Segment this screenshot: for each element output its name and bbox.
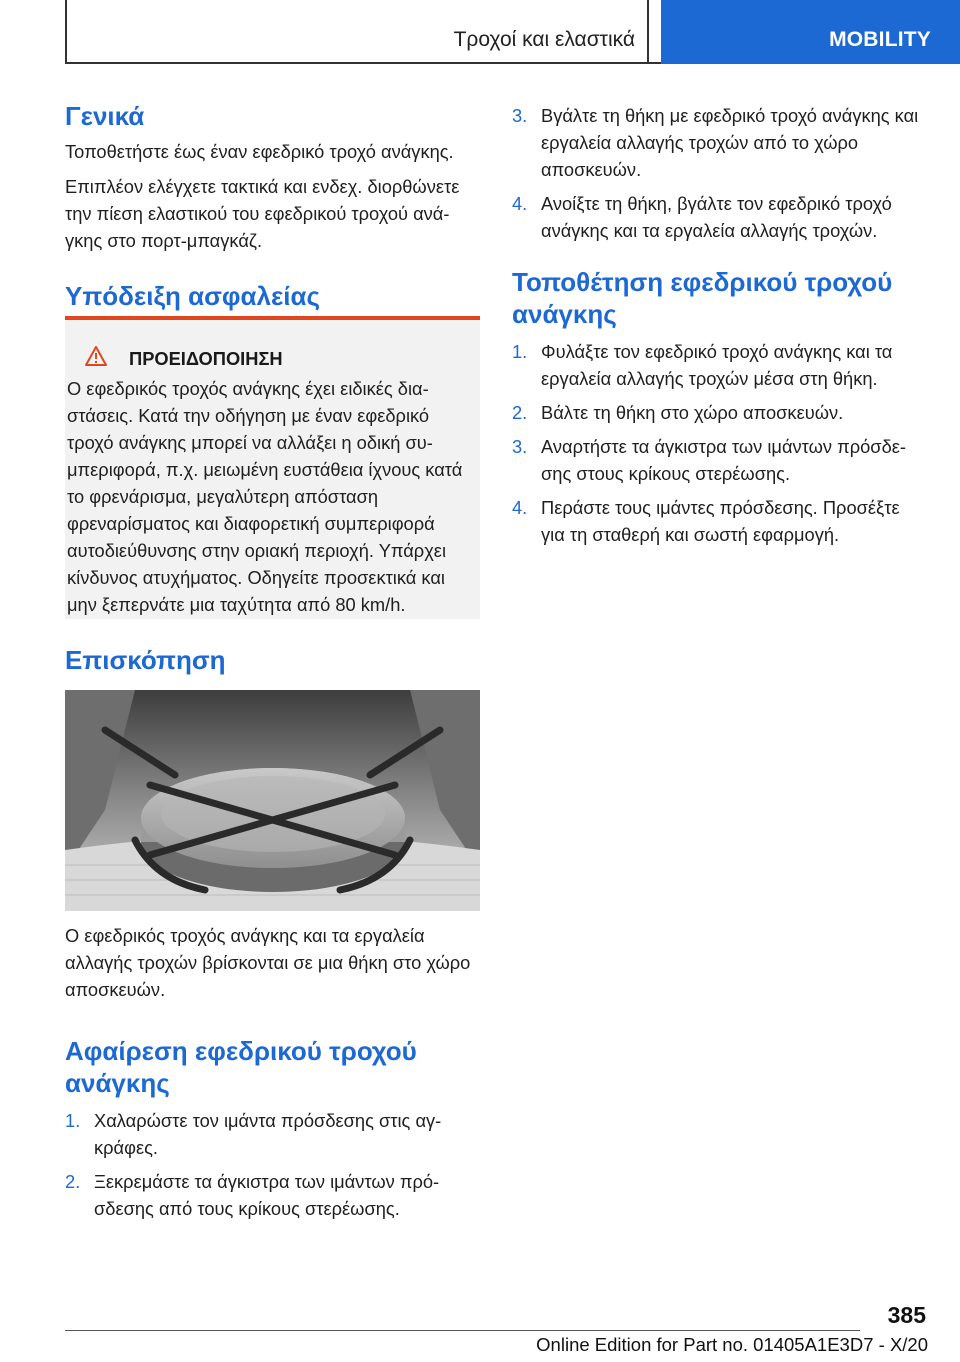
overview-heading: Επισκόπηση xyxy=(65,645,226,675)
spare-wheel-photo xyxy=(65,690,480,911)
header-section-title: Τροχοί και ελαστικά xyxy=(453,28,635,51)
right-column xyxy=(512,102,922,555)
step-number: 3. xyxy=(512,105,528,126)
header-tab-mobility[interactable]: MOBILITY xyxy=(829,28,931,51)
warning-box xyxy=(65,316,480,619)
left-column xyxy=(65,100,480,312)
step-number: 4. xyxy=(512,497,528,518)
list-item xyxy=(512,494,922,548)
list-item xyxy=(65,1168,480,1222)
removal-steps-list xyxy=(65,1107,480,1222)
list-item xyxy=(512,102,922,183)
step-text: Βγάλτε τη θήκη με εφεδρικό τροχό ανάγκης και εργαλεία αλλαγής τροχών από το χώρο αποσκευών. xyxy=(541,105,919,180)
general-paragraph-1: Τοποθετήστε έως έναν εφεδρικό τροχό ανάγκης. xyxy=(65,141,454,162)
list-item xyxy=(512,190,922,244)
warning-triangle-icon xyxy=(85,346,107,371)
step-text: Ξεκρεμάστε τα άγκιστρα των ιμάντων πρό- σδεσης από τους κρίκους στερέωσης. xyxy=(94,1171,440,1219)
removal-steps-continued xyxy=(512,102,922,244)
step-text: Χαλαρώστε τον ιμάντα πρόσδεσης στις αγ- κράφες. xyxy=(94,1110,442,1158)
page-number: 385 xyxy=(887,1302,926,1328)
step-number: 4. xyxy=(512,193,528,214)
step-text: Ανοίξτε τη θήκη, βγάλτε τον εφεδρικό τροχό ανάγκης και τα εργαλεία αλλαγής τροχών. xyxy=(541,193,892,241)
left-column-bottom xyxy=(65,922,480,1229)
header-left-rule xyxy=(65,0,67,64)
footer-edition: Online Edition for Part no. 01405A1E3D7 - X/20 xyxy=(536,1334,928,1355)
warning-title: ΠΡΟΕΙΔΟΠΟΙΗΣΗ xyxy=(129,347,283,369)
list-item xyxy=(65,1107,480,1161)
step-text: Φυλάξτε τον εφεδρικό τροχό ανάγκης και τα εργαλεία αλλαγής τροχών μέσα στη θήκη. xyxy=(541,341,893,389)
general-heading: Γενικά xyxy=(65,101,145,131)
step-number: 1. xyxy=(65,1110,81,1131)
photo-caption: Ο εφεδρικός τροχός ανάγκης και τα εργαλεία αλλαγής τροχών βρίσκονται σε μια θήκη στο χώρο αποσκευών. xyxy=(65,925,471,1000)
storage-steps-list xyxy=(512,338,922,548)
step-number: 1. xyxy=(512,341,528,362)
warning-header xyxy=(85,346,474,371)
step-number: 3. xyxy=(512,436,528,457)
list-item xyxy=(512,433,922,487)
step-text: Αναρτήστε τα άγκιστρα των ιμάντων πρόσδε- σης στους κρίκους στερέωσης. xyxy=(541,436,906,484)
storage-heading: Τοποθέτηση εφεδρικού τροχού ανάγκης xyxy=(512,267,893,329)
list-item xyxy=(512,338,922,392)
warning-body: Ο εφεδρικός τροχός ανάγκης έχει ειδικές δια- στάσεις. Κατά την οδήγηση με έναν εφεδρικό τροχό ανάγκης μπορεί να αλλάξει η οδική συ- μπεριφορά, π.χ. μειωμένη ευστάθεια ίχνους κατά το φρενάρισμα, μεγαλύτερη απόσταση φρεναρίσματος και διαφορετική συμπεριφορά αυτοδιεύθυνσης στην οριακή περιοχή. Υπάρχει κίνδυνος ατυχήματος. Οδηγείτε προσεκτικά και μην ξεπερνάτε μια ταχύτητα από 80 km/h. xyxy=(67,378,463,615)
footer-rule xyxy=(65,1330,860,1331)
list-item xyxy=(512,399,922,426)
general-paragraph-2: Επιπλέον ελέγχετε τακτικά και ενδεχ. διορθώνετε την πίεση ελαστικού του εφεδρικού τροχού ανά- γκης στο πορτ-μπαγκάζ. xyxy=(65,176,460,251)
header-bottom-rule xyxy=(65,62,661,64)
step-text: Περάστε τους ιμάντες πρόσδεσης. Προσέξτε για τη σταθερή και σωστή εφαρμογή. xyxy=(541,497,900,545)
step-text: Βάλτε τη θήκη στο χώρο αποσκευών. xyxy=(541,402,844,423)
step-number: 2. xyxy=(512,402,528,423)
removal-heading: Αφαίρεση εφεδρικού τροχού ανάγκης xyxy=(65,1036,417,1098)
left-column-lower xyxy=(65,644,480,676)
step-number: 2. xyxy=(65,1171,81,1192)
safety-heading: Υπόδειξη ασφαλείας xyxy=(65,281,321,311)
header-divider xyxy=(647,0,649,64)
